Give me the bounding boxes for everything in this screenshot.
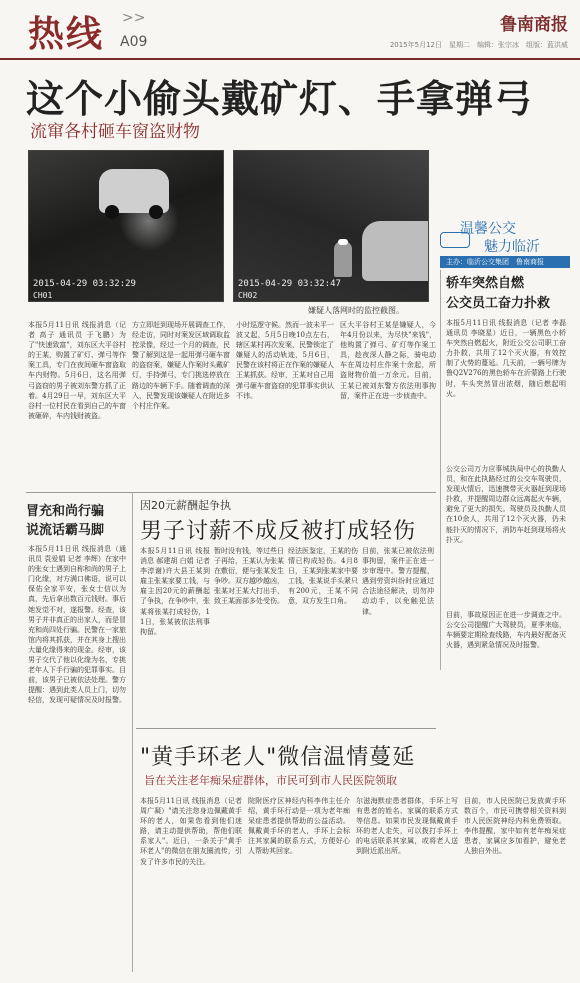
story3-col-1: 本报5月11日讯 线报消息（记者 周广凝）"请关注您身边佩戴黄手环的老人，如果您看到他们迷路，请主动提供帮助，帮他们联系家人"。近日，一条关于"黄手环老人"的微信在朋友圈流传，引发了许多市民的关注。	[140, 797, 242, 866]
side-body-2: 公交公司万力应事城执局中心的执勤人员，和在此执路经过的公交车驾驶员，发现火情后，迅速携带灭火器赶到现场扑救，并提醒周边群众远离起火车辆，避免了更大的损失。驾驶员及执勤人员在10余人，共用了12个灭火器，仍未能扑灭的情况下，消防车赶到现场将火扑灭。	[446, 465, 566, 544]
story3-col-3: 尔滋海默症患者群体，手环上写有患者的姓名、家属的联系方式等信息。如果市民发现佩戴黄手环的老人走失，可以拨打手环上的电话联系其家属，或将老人送到附近派出所。	[356, 797, 458, 856]
side-body-3: 目前，事故原因正在进一步调查之中。公交公司提醒广大驾驶员，夏季来临，车辆要定期检查线路，车内最好配备灭火器，遇到紧急情况及时报警。	[446, 611, 566, 650]
section-name: 热线	[28, 14, 105, 55]
surveillance-photo-2	[233, 150, 429, 302]
story3-subheadline: 旨在关注老年痴呆症群体，市民可到市人民医院领取	[144, 774, 397, 787]
page-header	[0, 0, 580, 60]
photo-1-channel: CH01	[33, 291, 53, 300]
photo-1-timestamp: 2015-04-29 03:32:29	[33, 279, 136, 289]
story2-col-1: 本报5月11日讯 线报消息 郝建胡 白娟 记者 李淳谢)许大县王某到雇主张某家要工钱，与雇主因20元的薪酬起了争执，在争吵中，张某将张某打成轻伤，11日，张某被依法刑事拘留。	[140, 547, 210, 636]
suspect-figure	[334, 241, 352, 277]
story3-headline: "黄手环老人"微信温情蔓延	[140, 745, 416, 770]
page-number: A09	[120, 34, 148, 50]
story2-kicker: 因20元薪酬起争执	[140, 499, 231, 512]
story2-col-3: 经法医鉴定，王某的伤情已构成轻伤。4月8日，王某到张某家中要工钱，张某说手头紧只有200元，王某不同意，双方发生口角。	[288, 547, 358, 606]
lead-col-1: 本报5月11日讯 线报消息（记者 高子 通讯员 于飞鹏）为了"快速致富"，刘东区大平谷村的王某，购置了矿灯、弹弓等作案工具，专门在夜间砸车窗盗取车内财物。5月6日，这名用弹弓盗窃的男子被刘东警方抓了正着。4月29日一早，刘东区大平谷村一位村民在看到自己的车窗被砸碎，车内钱财被盗。	[28, 321, 126, 420]
photo-caption: 嫌疑人落网时的监控截图。	[308, 306, 404, 315]
ad-slogan-1: 温馨公交	[460, 221, 516, 237]
side-body-1: 本报5月11日讯 线报消息（记者 李磊 通讯员 李晓星）近日，一辆黑色小轿车突然自燃起火，附近公交公司职工奋力扑救，共用了12个灭火器，有效控制了火势的蔓延。几天前，一辆号牌为鲁Q2V276的黑色轿车在沂蒙路上行驶时，车头突然冒出浓烟，随后燃起明火。	[446, 319, 566, 398]
side-headline-2: 公交员工奋力扑救	[446, 296, 551, 311]
lead-col-4: 区大平谷村王某是嫌疑人，今年4月份以来，为尽快"来钱"，他购置了弹弓、矿灯等作案工具，趁夜深人静之际，骑电动车在周边村庄作案十余起，所盗财物价值一万余元。目前，王某已被刘东警方依法刑事拘留，案件正在进一步侦查中。	[340, 321, 436, 400]
ad-slogan-2: 魅力临沂	[484, 239, 540, 255]
story2-col-4: 目前，张某已被依法刑事拘留，案件正在进一步审理中。警方提醒，遇到劳资纠纷时应通过合法途径解决，切勿冲动动手，以免触犯法律。	[362, 547, 434, 616]
story3-col-2: 院附医疗区神经内科李伟主任介绍，黄手环行动是一项为老年痴呆症患者提供帮助的公益活动。佩戴黄手环的老人，手环上会标注其家属的联系方式，方便好心人帮助其回家。	[248, 797, 350, 856]
left-headline-1: 冒充和尚行骗	[26, 504, 105, 519]
story3-col-4: 目前，市人民医院已发放黄手环数百个，市民可携带相关资料到市人民医院神经内科免费领取。李伟提醒，家中如有老年痴呆症患者，家属应多加看护，避免老人独自外出。	[464, 797, 566, 856]
bus-ad	[440, 196, 570, 254]
chevron-right-icon: >>	[122, 10, 146, 26]
lead-headline: 这个小偷头戴矿灯、手拿弹弓	[26, 77, 534, 121]
left-story-body: 本报5月11日讯 线报消息（通讯员 袁爱娟 记者 李辉）在家中的张女士遇到自称和尚的男子上门化缘，对方满口佛语，说可以保佑全家平安，张女士信以为真，先后拿出数百元钱财。事后她发觉不对，遂报警。经查，该男子并非真正的出家人，而是冒充和尚四处行骗。民警在一家旅馆内将其抓获，并在其身上搜出大量化缘得来的现金。经审，该男子交代了他以化缘为名，专挑老年人下手行骗的犯罪事实。目前，该男子已被依法处理。警方提醒：遇到此类人员上门，切勿轻信，发现可疑情况及时报警。	[28, 545, 126, 705]
lead-col-3: 小时巡逻守候。然而一波未平一波又起，5月5日晚10点左右，辖区某村再次发案，民警锁定了嫌疑人的活动轨迹，5月6日，民警在该村将正在作案的嫌疑人王某抓获。经审，王某对自己用弹弓砸车窗盗窃的犯罪事实供认不讳。	[236, 321, 334, 400]
parked-car	[362, 221, 429, 281]
miner-lamp-icon	[338, 239, 348, 245]
lead-subheadline: 流窜各村砸车窗盗财物	[30, 122, 200, 142]
photo-2-timestamp: 2015-04-29 03:32:47	[238, 279, 341, 289]
newspaper-name: 鲁南商报	[500, 15, 568, 35]
issue-meta: 2015年5月12日 星期二 编辑：张宗冰 组版：蓝洪威	[389, 41, 568, 49]
column-divider	[132, 492, 133, 972]
lead-col-2: 方立即赶到现场开展调查工作，经走访，同时对案发区域调取监控录像，经过一个月的调查，民警了解到这是一起用弹弓砸车窗的盗窃案，嫌疑人作案时头戴矿灯，手持弹弓，专门挑选停放在路边的车辆下手。随着调查的深入，民警发现该嫌疑人在附近多个村庄作案。	[132, 321, 230, 410]
parked-car	[99, 169, 169, 213]
column-divider	[440, 270, 441, 670]
side-headline-1: 轿车突然自燃	[446, 276, 525, 291]
section-divider	[26, 492, 436, 493]
section-divider	[136, 728, 436, 729]
ad-sponsor-bar: 主办：临沂公交集团 鲁南商报	[440, 256, 570, 268]
left-headline-2: 说流话霸马脚	[26, 523, 105, 538]
story2-headline: 男子讨薪不成反被打成轻伤	[140, 519, 417, 544]
surveillance-photo-1	[28, 150, 224, 302]
photo-2-channel: CH02	[238, 291, 258, 300]
story2-col-2: 暂时没有钱，等过些日子再给，王某认为张某在敷衍，便与张某发生争吵。双方越吵越凶，张某对王某大打出手，致王某面部多处受伤。	[214, 547, 284, 606]
